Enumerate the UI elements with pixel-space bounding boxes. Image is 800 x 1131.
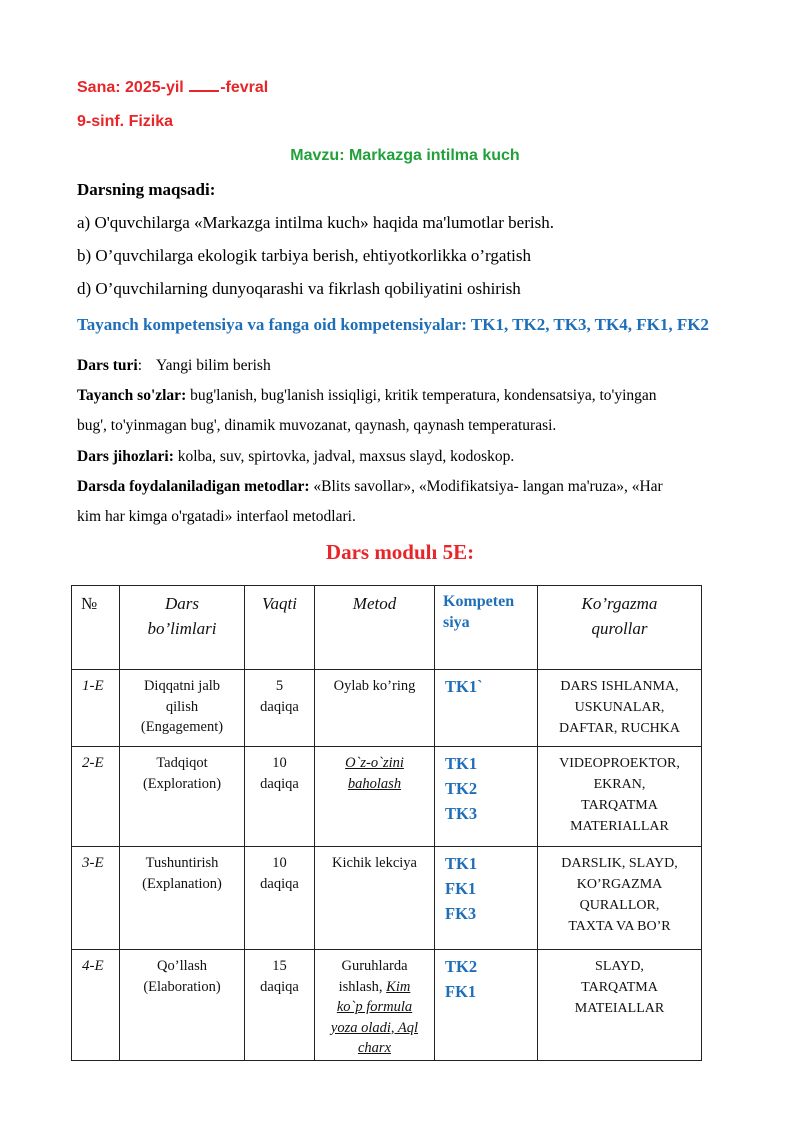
keywords-label: Tayanch so'zlar: <box>77 387 187 404</box>
date-prefix: Sana: 2025-yil <box>77 79 184 96</box>
method-line: O`z-o`zini <box>345 755 404 771</box>
row-section <box>120 847 245 950</box>
tools-line: TAXTA VA BO’R <box>568 919 671 934</box>
time-value: 15 <box>272 958 287 974</box>
row-time <box>245 950 315 1061</box>
tools-line: USKUNALAR, <box>574 700 665 715</box>
methods-text-1: «Blits savollar», «Modifikatsiya- langan ma'ruza», «Har <box>309 478 663 495</box>
header-time: Vaqti <box>245 586 315 670</box>
date-line <box>77 78 268 97</box>
keywords-text-1: bug'lanish, bug'lanish issiqligi, kritik temperatura, kondensatsiya, to'yingan <box>186 387 657 404</box>
method-text: ishlash, <box>338 978 387 995</box>
tools-line: SLAYD, <box>595 959 644 974</box>
competence-code: FK1 <box>445 879 477 898</box>
method-line: charx <box>357 1040 391 1056</box>
equipment-label: Dars jihozlari: <box>77 448 174 465</box>
tools-line: DARS ISHLANMA, <box>560 679 679 694</box>
lesson-topic: Mavzu: Markazga intilma kuch <box>290 147 520 164</box>
section-line: (Exploration) <box>142 775 222 792</box>
method-text: Kim <box>386 978 411 995</box>
module-title: Dars modulı 5E: <box>325 540 475 564</box>
lesson-type <box>77 357 271 375</box>
row-code: 4-E <box>72 950 120 1061</box>
grade-subject: 9-sinf. Fizika <box>77 113 174 130</box>
method-line: Kichik lekciya <box>332 855 417 871</box>
method-line: yoza oladi, Aql <box>330 1019 419 1036</box>
method-line: baholash <box>347 775 402 792</box>
row-tools <box>538 950 702 1061</box>
time-value: 10 <box>272 855 287 871</box>
lesson-type-colon: : <box>137 357 143 374</box>
row-tools <box>538 670 702 747</box>
header-competence-line-2: siya <box>443 614 470 631</box>
date-suffix: -fevral <box>220 79 269 96</box>
tools-line: EKRAN, <box>593 777 646 792</box>
keywords-line-1 <box>77 387 657 405</box>
time-unit: daqiqa <box>260 775 299 792</box>
header-tools-line-1: Ko’rgazma <box>581 594 658 613</box>
row-competence <box>435 747 538 847</box>
table-row <box>72 847 702 950</box>
table-header-row <box>72 586 702 670</box>
equipment-text: kolba, suv, spirtovka, jadval, maxsus slayd, kodoskop. <box>173 448 515 465</box>
row-method <box>315 950 435 1061</box>
row-code: 2-E <box>72 747 120 847</box>
row-code: 1-E <box>72 670 120 747</box>
header-competence <box>435 586 538 670</box>
tools-line: QURALLOR, <box>579 898 660 913</box>
competence-code: TK2 <box>445 779 478 798</box>
row-time <box>245 747 315 847</box>
section-line: Qo’llash <box>157 958 207 974</box>
row-competence <box>435 670 538 747</box>
section-line: Tushuntirish <box>145 855 219 871</box>
lesson-table <box>71 585 702 1061</box>
header-sections-line-1: Dars <box>164 594 199 613</box>
competence-code: TK1 <box>445 854 478 873</box>
time-unit: daqiqa <box>260 698 299 715</box>
equipment-line <box>77 448 514 466</box>
lesson-type-label: Dars turi <box>77 357 138 374</box>
competence-code: TK1` <box>445 677 483 696</box>
row-tools <box>538 747 702 847</box>
header-sections <box>120 586 245 670</box>
method-line: Guruhlarda <box>341 958 408 974</box>
lesson-type-value: Yangi bilim berish <box>156 357 271 374</box>
competence-code: TK2 <box>445 957 478 976</box>
header-number: № <box>72 586 120 670</box>
method-line: Oylab ko’ring <box>333 678 416 694</box>
row-time <box>245 670 315 747</box>
goal-d: d) O’quvchilarning dunyoqarashi va fikrlash qobiliyatini oshirish <box>77 279 521 298</box>
competencies-heading: Tayanch kompetensiya va fanga oid kompetensiyalar: TK1, TK2, TK3, TK4, FK1, FK2 <box>77 315 709 334</box>
methods-label: Darsda foydalaniladigan metodlar: <box>77 478 310 495</box>
table-row <box>72 950 702 1061</box>
section-line: Tadqiqot <box>156 755 208 771</box>
tools-line: MATERIALLAR <box>570 819 669 834</box>
competence-code: TK1 <box>445 754 478 773</box>
goal-a: a) O'quvchilarga «Markazga intilma kuch» haqida ma'lumotlar berish. <box>77 213 554 232</box>
method-line <box>316 977 433 998</box>
section-line: qilish <box>165 698 199 715</box>
row-competence <box>435 847 538 950</box>
tools-line: TARQATMA <box>581 980 658 995</box>
competence-code: FK1 <box>445 982 477 1001</box>
time-unit: daqiqa <box>260 978 299 995</box>
header-method: Metod <box>315 586 435 670</box>
table-row <box>72 670 702 747</box>
row-code: 3-E <box>72 847 120 950</box>
table-row <box>72 747 702 847</box>
row-tools <box>538 847 702 950</box>
row-section <box>120 950 245 1061</box>
row-section <box>120 747 245 847</box>
tools-line: TARQATMA <box>581 798 658 813</box>
header-competence-line-1: Kompeten <box>443 593 515 610</box>
row-method <box>315 847 435 950</box>
section-line: (Engagement) <box>140 719 224 735</box>
section-line: (Elaboration) <box>143 978 221 995</box>
methods-line-1 <box>77 478 663 496</box>
date-blank <box>189 78 219 92</box>
header-sections-line-2: bo’limlari <box>147 619 217 638</box>
methods-line-2: kim har kimga o'rgatadi» interfaol metodlari. <box>77 508 356 525</box>
tools-line: KO’RGAZMA <box>576 877 663 892</box>
keywords-line-2: bug', to'yinmagan bug', dinamik muvozanat, qaynash, qaynash temperaturasi. <box>77 417 557 434</box>
competence-code: FK3 <box>445 904 477 923</box>
header-tools-line-2: qurollar <box>591 619 648 638</box>
goal-b: b) O’quvchilarga ekologik tarbiya berish, ehtiyotkorlikka o’rgatish <box>77 246 532 265</box>
time-value: 5 <box>275 678 284 694</box>
competence-code: TK3 <box>445 804 478 823</box>
row-competence <box>435 950 538 1061</box>
tools-line: DAFTAR, RUCHKA <box>558 721 680 736</box>
row-method <box>315 747 435 847</box>
row-time <box>245 847 315 950</box>
row-section <box>120 670 245 747</box>
header-tools <box>538 586 702 670</box>
tools-line: DARSLIK, SLAYD, <box>561 856 678 871</box>
method-line: ko`p formula <box>336 999 413 1015</box>
section-line: (Explanation) <box>142 875 222 892</box>
tools-line: VIDEOPROEKTOR, <box>559 756 680 771</box>
goals-heading: Darsning maqsadi: <box>77 180 216 199</box>
row-method <box>315 670 435 747</box>
section-line: Diqqatni jalb <box>143 678 221 694</box>
time-unit: daqiqa <box>260 875 299 892</box>
tools-line: MATEIALLAR <box>574 1001 665 1016</box>
time-value: 10 <box>272 755 287 771</box>
